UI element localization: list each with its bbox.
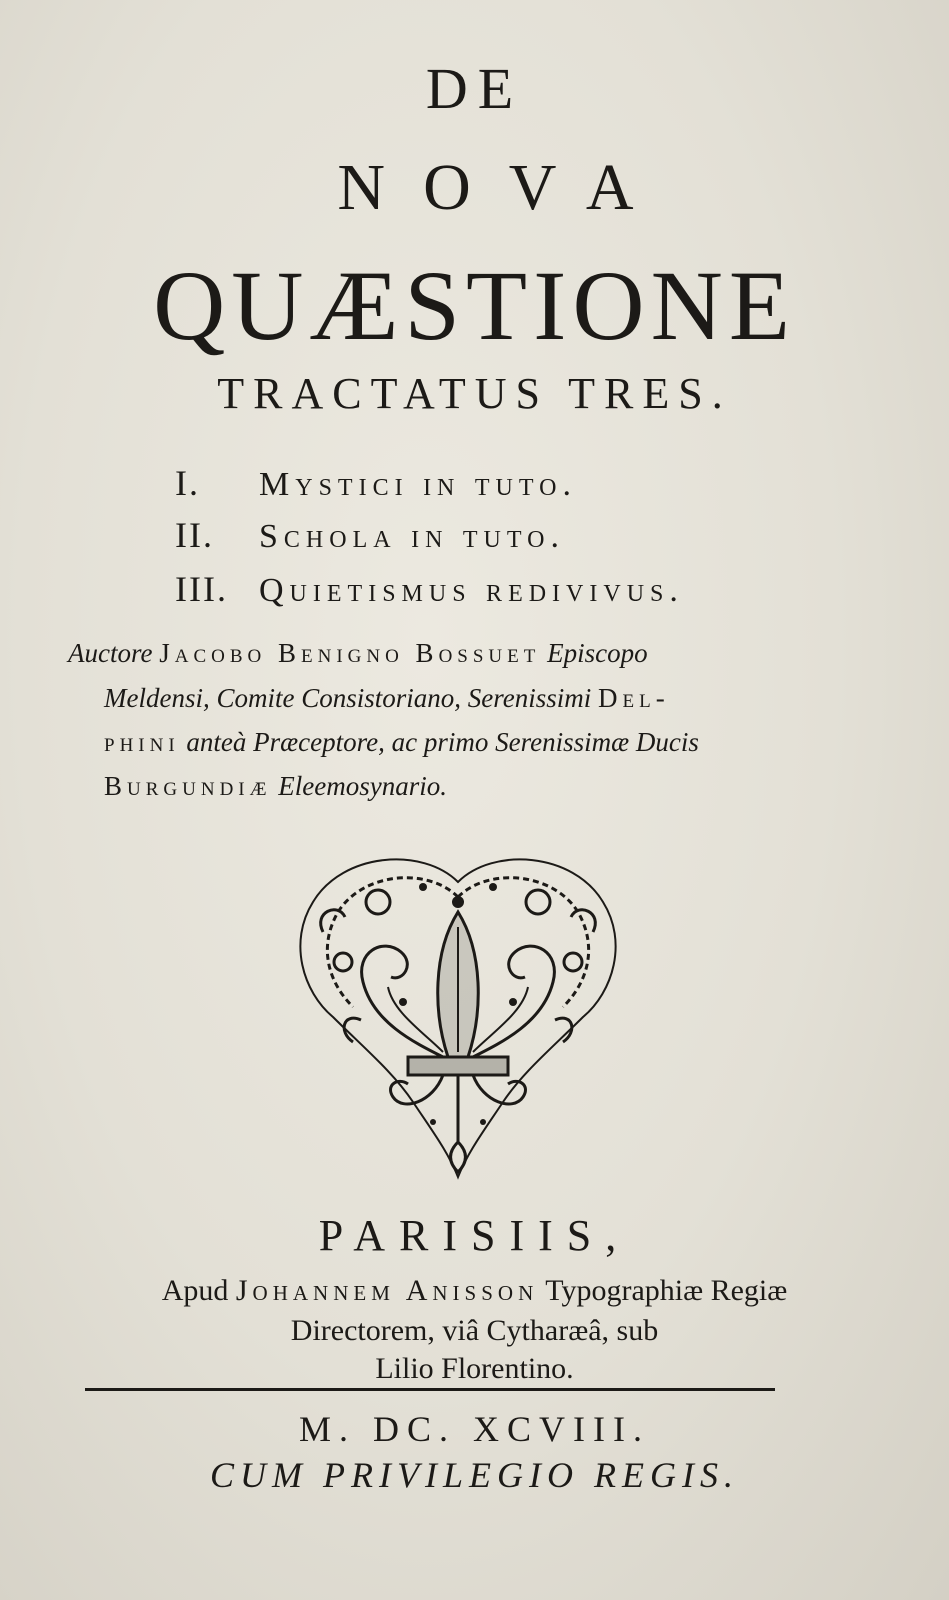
author-line xyxy=(104,771,447,802)
title-line-de: DE xyxy=(425,56,524,121)
author-title: Eleemosynario. xyxy=(278,771,447,801)
publication-date: M. DC. XCVIII. xyxy=(299,1409,650,1449)
horizontal-rule xyxy=(85,1388,775,1391)
author-name: Jacobo Benigno Bossuet xyxy=(159,638,541,668)
tract-title: Mystici in tuto. xyxy=(259,466,577,503)
tract-item xyxy=(175,514,565,556)
author-title: anteà Præceptore, ac primo Serenissimæ Ducis xyxy=(186,727,699,757)
author-title-roman: Del- xyxy=(598,683,670,713)
tract-title: Quietismus redivivus. xyxy=(259,572,684,609)
imprint-address: Directorem, viâ Cytharæâ, sub xyxy=(290,1314,659,1347)
tract-item xyxy=(175,568,684,610)
author-line xyxy=(104,683,670,714)
imprint-line xyxy=(0,1274,949,1308)
tract-item xyxy=(175,462,577,504)
imprint-apud: Apud xyxy=(161,1274,229,1307)
title-line-nova: NOVA xyxy=(337,151,672,224)
author-title: Episcopo xyxy=(547,638,648,668)
printer-title: Typographiæ Regiæ xyxy=(545,1274,788,1307)
privilege-line: CUM PRIVILEGIO REGIS. xyxy=(210,1455,739,1495)
fleur-de-lis-ornament-icon xyxy=(283,842,633,1192)
tract-number: III. xyxy=(175,569,228,609)
author-title-roman: Burgundiæ xyxy=(104,771,272,801)
author-line xyxy=(104,727,699,758)
author-label: Auctore xyxy=(68,638,153,668)
author-title-roman: phini xyxy=(104,727,180,757)
tract-number: I. xyxy=(175,463,200,503)
imprint-sign: Lilio Florentino. xyxy=(375,1352,574,1385)
author-line xyxy=(68,638,648,669)
author-title: Meldensi, Comite Consistoriano, Serenissimi xyxy=(104,683,592,713)
title-line-tractatus: TRACTATUS TRES. xyxy=(217,369,732,418)
tract-title: Schola in tuto. xyxy=(259,518,565,555)
imprint-city: PARISIIS, xyxy=(318,1211,631,1260)
tract-number: II. xyxy=(175,515,214,555)
title-line-quaestione: QUÆSTIONE xyxy=(153,250,796,361)
printer-name: Johannem Anisson xyxy=(235,1274,539,1307)
